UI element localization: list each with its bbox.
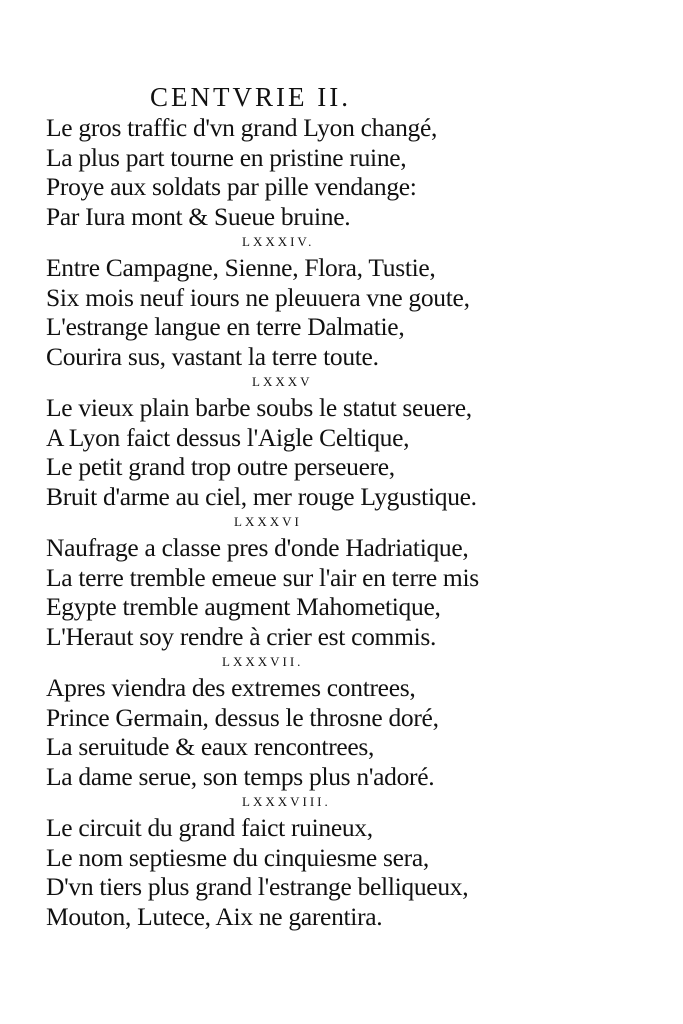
verse-line: Egypte tremble augment Mahometique, xyxy=(46,592,441,621)
quatrain-84 xyxy=(46,231,666,371)
verse-line: Entre Campagne, Sienne, Flora, Tustie, xyxy=(46,253,436,282)
verse-line: La seruitude & eaux rencontrees, xyxy=(46,732,375,761)
verse-line: Courira sus, vastant la terre toute. xyxy=(46,341,379,371)
quatrain-number: LXXXIV. xyxy=(242,234,315,249)
quatrain-number: LXXXVII. xyxy=(222,654,304,669)
verse-line: Le vieux plain barbe soubs le statut seuere, xyxy=(46,393,472,422)
verse-line: Apres viendra des extremes contrees, xyxy=(46,673,416,702)
verse-line: Le gros traffic d'vn grand Lyon changé, xyxy=(46,113,438,142)
quatrain-83 xyxy=(46,113,666,231)
verse-line: A Lyon faict dessus l'Aigle Celtique, xyxy=(46,422,410,452)
quatrain-86 xyxy=(46,511,666,651)
verse-line: Par Iura mont & Sueue bruine. xyxy=(46,201,351,231)
verse-line: L'Heraut soy rendre à crier est commis. xyxy=(46,621,437,651)
verse-line: L'estrange langue en terre Dalmatie, xyxy=(46,312,405,341)
verse-line: Prince Germain, dessus le throsne doré, xyxy=(46,702,439,732)
verse-line: Mouton, Lutece, Aix ne garentira. xyxy=(46,901,383,931)
quatrain-number: LXXXVIII. xyxy=(242,794,331,809)
quatrains xyxy=(46,113,666,931)
running-header: CENTVRIE II. xyxy=(150,82,351,112)
verse-line: La plus part tourne en pristine ruine, xyxy=(46,142,407,172)
quatrain-85 xyxy=(46,371,666,511)
quatrain-number: LXXXVI xyxy=(234,514,302,529)
verse-line: Le circuit du grand faict ruineux, xyxy=(46,813,373,842)
quatrain-number: LXXXV xyxy=(252,374,313,389)
verse-line: Six mois neuf iours ne pleuuera vne goute, xyxy=(46,282,470,312)
verse-line: Proye aux soldats par pille vendange: xyxy=(46,172,417,201)
verse-line: Bruit d'arme au ciel, mer rouge Lygustique. xyxy=(46,481,477,511)
verse-line: Le nom septiesme du cinquiesme sera, xyxy=(46,842,429,872)
verse-line: D'vn tiers plus grand l'estrange belliqueux, xyxy=(46,872,469,901)
verse-line: Naufrage a classe pres d'onde Hadriatique, xyxy=(46,533,469,562)
verse-line: La terre tremble emeue sur l'air en terre mis xyxy=(46,562,479,592)
quatrain-87 xyxy=(46,651,666,791)
verse-line: La dame serue, son temps plus n'adoré. xyxy=(46,761,435,791)
verse-line: Le petit grand trop outre perseuere, xyxy=(46,452,395,481)
quatrain-88 xyxy=(46,791,666,931)
